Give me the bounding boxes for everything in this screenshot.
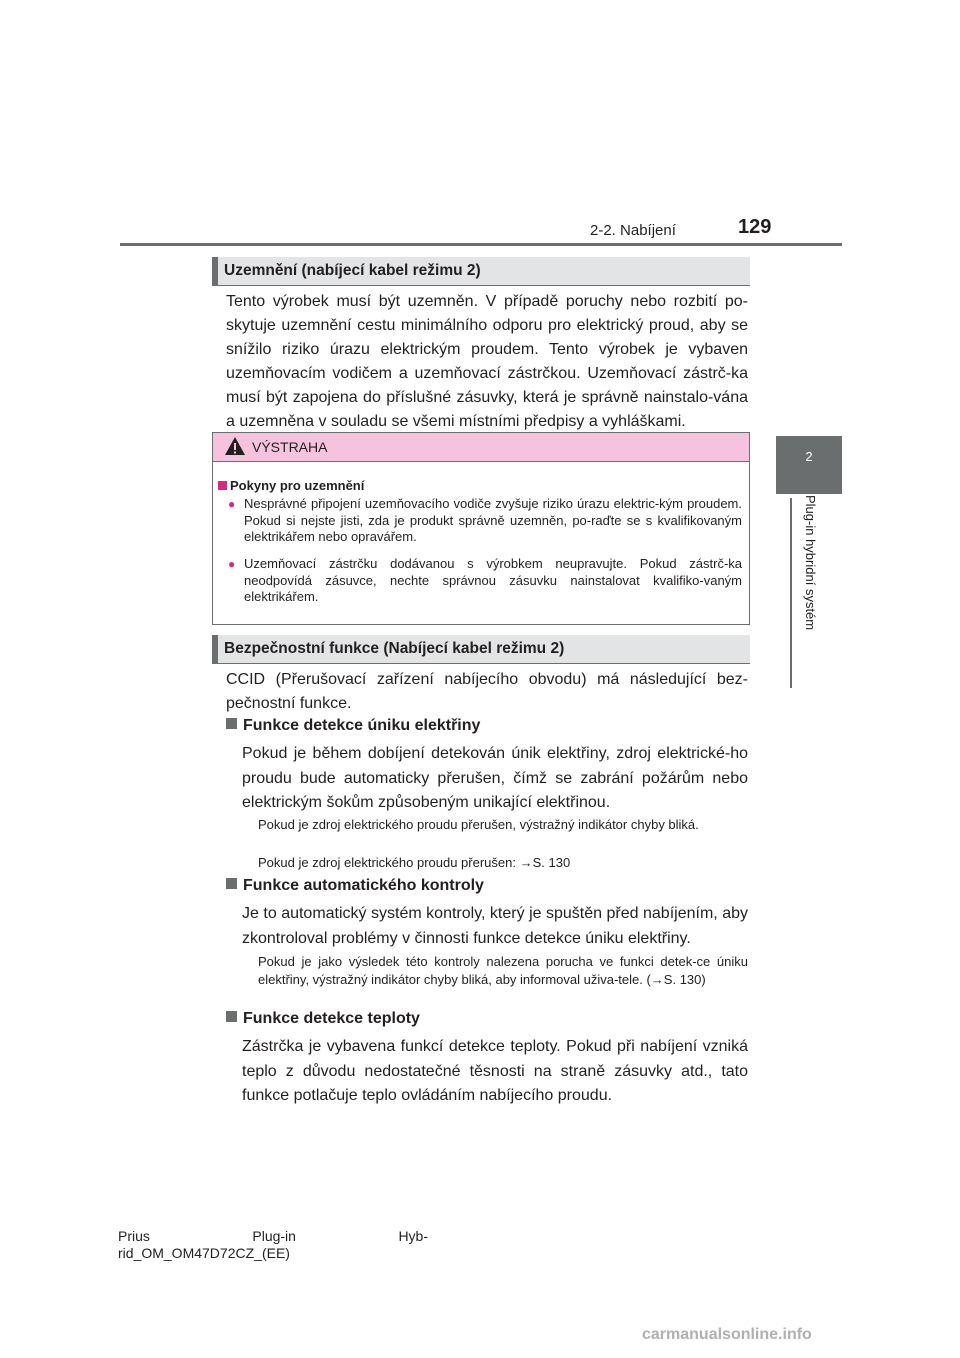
footer-word: Prius [118, 1228, 150, 1244]
subsection-note: Pokud je jako výsledek této kontroly nalezena porucha ve funkci detek-ce úniku elektřiny, výstražný indikátor chyby bliká, aby informoval uživa-tele. (→S. 130) [258, 954, 748, 987]
circle-bullet-icon: ● [228, 497, 236, 511]
footer-word: Plug-in [252, 1228, 296, 1244]
chapter-label: Plug-in hybridní systém [803, 495, 818, 631]
warning-bullet-text: Uzemňovací zástrčku dodávanou s výrobkem neupravujte. Pokud zástrč-ka neodpovídá zásuvce, nechte správnou zásuvku nainstalovat kvalifiko-vaným elektrikářem. [244, 556, 742, 604]
grounding-paragraph: Tento výrobek musí být uzemněn. V případě poruchy nebo rozbití po-skytuje uzemnění cestu minimálního odporu pro elektrický proud, aby se snížilo riziko úrazu elektrickým proudem. Tento výrobek je vybaven uzemňovacím vodičem a uzemňovací zástrčkou. Uzemňovací zástrč-ka musí být zapojena do příslušné zásuvky, která je správně nainstalo-vána a uzemněna v souladu se všemi místními předpisy a vyhláškami. [226, 293, 748, 430]
section-heading-safety [212, 635, 750, 663]
subsection-body: Zástrčka je vybavena funkcí detekce teploty. Pokud při nabíjení vzniká teplo z důvodu nedostatečné těsnosti na straně zásuvky atd., tato funkce potlačuje teplo ovládáním nabíjecího proudu. [242, 1038, 748, 1104]
chapter-number: 2 [805, 449, 813, 464]
warning-title: VÝSTRAHA [252, 439, 328, 455]
subsection-note: Pokud je zdroj elektrického proudu přerušen, výstražný indikátor chyby bliká. [258, 817, 699, 832]
subsection-heading-text: Funkce automatického kontroly [243, 877, 484, 894]
subsection-heading [226, 877, 484, 895]
subsection-body: Pokud je během dobíjení detekován únik elektřiny, zdroj elektrické-ho proudu bude automaticky přerušen, čímž se zabrání požárům nebo elektrickým šokům způsobeným unikající elektřinou. [242, 745, 748, 811]
section-heading-text: Uzemnění (nabíjecí kabel režimu 2) [224, 262, 481, 279]
page-number: 129 [738, 216, 772, 238]
header-rule [120, 243, 842, 246]
square-bullet-icon [226, 878, 237, 889]
warning-item-heading-text: Pokyny pro uzemnění [230, 478, 365, 493]
chapter-side-rule [790, 498, 792, 688]
chapter-tab [776, 436, 842, 494]
warning-bullet-text: Nesprávné připojení uzemňovacího vodiče zvyšuje riziko úrazu elektric-kým proudem. Pokud si nejste jisti, zda je produkt správně uzemněn, po-raďte se s kvalifikovaným elektrikářem nebo opravářem. [244, 496, 742, 544]
section-heading-text: Bezpečnostní funkce (Nabíjecí kabel režimu 2) [224, 640, 565, 657]
section-heading-grounding [212, 257, 750, 285]
safety-intro-paragraph: CCID (Přerušovací zařízení nabíjecího obvodu) má následující bez-pečnostní funkce. [226, 671, 748, 712]
section-heading-rule [212, 663, 750, 664]
subsection-heading [226, 717, 480, 735]
warning-triangle-icon [224, 436, 246, 456]
circle-bullet-icon: ● [228, 557, 236, 571]
subsection-heading-text: Funkce detekce teploty [243, 1010, 420, 1027]
subsection-body: Je to automatický systém kontroly, který je spuštěn před nabíjením, aby zkontroloval problémy v činnosti funkce detekce úniku elektřiny. [242, 905, 748, 947]
subsection-note: Pokud je zdroj elektrického proudu přerušen: →S. 130 [258, 855, 571, 870]
running-header-section: 2-2. Nabíjení [590, 222, 676, 239]
section-heading-rule [212, 285, 750, 286]
subsection-heading [226, 1010, 420, 1028]
footer [118, 1228, 428, 1262]
square-bullet-icon [218, 481, 227, 490]
footer-doc-code: rid_OM_OM47D72CZ_(EE) [118, 1245, 290, 1261]
warning-item-heading [218, 478, 364, 493]
subsection-heading-text: Funkce detekce úniku elektřiny [243, 717, 481, 734]
watermark: carmanualsonline.info [642, 1326, 812, 1343]
square-bullet-icon [226, 718, 237, 729]
footer-word: Hyb- [398, 1228, 428, 1244]
square-bullet-icon [226, 1011, 237, 1022]
